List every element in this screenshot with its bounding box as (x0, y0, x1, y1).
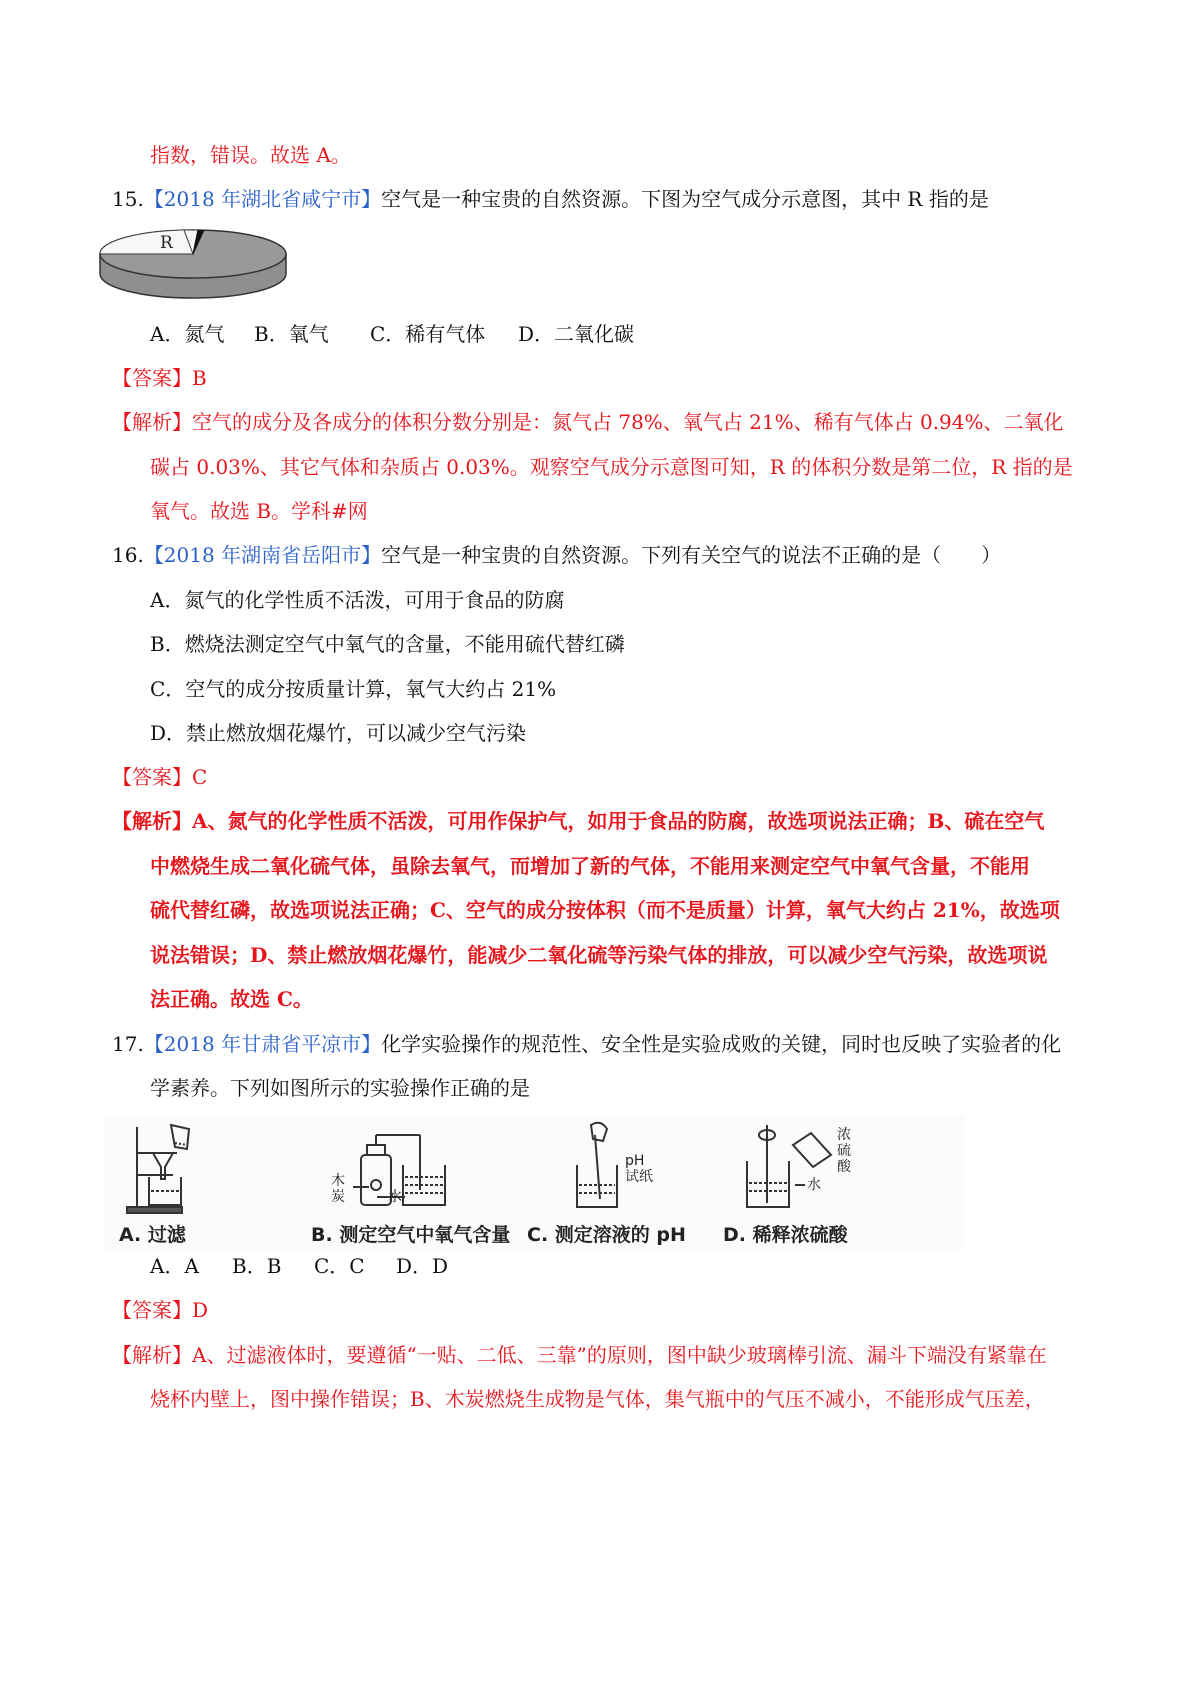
q17-answer-tag: 【答案】 (112, 1298, 192, 1322)
q15-option-b: B．氧气 (254, 322, 329, 346)
experiment-figure (105, 1115, 965, 1250)
q15-answer (112, 364, 207, 392)
q17-stem-1: 化学实验操作的规范性、安全性是实验成败的关键，同时也反映了实验者的化 (381, 1032, 1062, 1056)
q15-answer-value: B (192, 366, 207, 390)
q16-option-b: B．燃烧法测定空气中氧气的含量，不能用硫代替红磷 (150, 632, 625, 656)
q16-stem: 空气是一种宝贵的自然资源。下列有关空气的说法不正确的是（ ） (381, 543, 1002, 567)
fig-label-ph-1: pH (625, 1153, 645, 1169)
q15-option-c: C．稀有气体 (370, 322, 486, 346)
q17-stem-line-2: 学素养。下列如图所示的实验操作正确的是 (150, 1076, 530, 1100)
fig-label-water-d: 水 (807, 1177, 821, 1193)
fig-label-c: C. 测定溶液的 pH (527, 1224, 686, 1246)
q16-answer-tag: 【答案】 (112, 765, 192, 789)
q15-analysis-line-1 (112, 408, 1064, 436)
q17-analysis-line-1 (112, 1341, 1047, 1369)
q17-answer-value: D (192, 1298, 209, 1322)
q17-analysis-tag: 【解析】 (112, 1343, 192, 1367)
q15-analysis-1: 空气的成分及各成分的体积分数分别是：氮气占 78%、氧气占 21%、稀有气体占 0.94%、二氧化 (192, 410, 1064, 434)
q17-option-b: B．B (232, 1254, 282, 1278)
q16-option-a: A．氮气的化学性质不活泼，可用于食品的防腐 (150, 588, 565, 612)
q16-analysis-line-3: 硫代替红磷，故选项说法正确；C、空气的成分按体积（而不是质量）计算，氧气大约占 21%，故选项 (150, 898, 1060, 922)
fig-label-water-b: 水 (388, 1189, 402, 1205)
q16-analysis-line-5: 法正确。故选 C。 (150, 987, 313, 1011)
q17-option-d: D．D (396, 1254, 449, 1278)
q17-analysis-line-2: 烧杯内壁上，图中操作错误；B、木炭燃烧生成物是气体，集气瓶中的气压不减小，不能形成气压差， (150, 1387, 1045, 1411)
q16-option-d: D．禁止燃放烟花爆竹，可以减少空气污染 (150, 721, 527, 745)
q16-answer-value: C (192, 765, 208, 789)
q15-stem-line (112, 185, 989, 213)
q16-analysis-line-4: 说法错误；D、禁止燃放烟花爆竹，能减少二氧化硫等污染气体的排放，可以减少空气污染，故选项说 (150, 943, 1048, 967)
fig-label-charcoal-2: 炭 (331, 1189, 345, 1205)
fig-label-ph-2: 试纸 (625, 1169, 653, 1185)
q17-number: 17. (112, 1032, 144, 1056)
q16-source: 【2018 年湖南省岳阳市】 (143, 543, 382, 567)
q16-analysis-tag: 【解析】 (112, 809, 192, 833)
fig-label-d: D. 稀释浓硫酸 (723, 1224, 848, 1246)
q16-analysis-line-1 (112, 807, 1044, 835)
fig-label-acid-1: 浓 (837, 1127, 851, 1143)
q16-analysis-line-2: 中燃烧生成二氧化硫气体，虽除去氧气，而增加了新的气体，不能用来测定空气中氧气含量，不能用 (150, 854, 1030, 878)
fig-label-a: A. 过滤 (119, 1224, 186, 1246)
fig-label-acid-3: 酸 (837, 1159, 851, 1175)
q15-analysis-line-2: 碳占 0.03%、其它气体和杂质占 0.03%。观察空气成分示意图可知，R 的体积分数是第二位，R 指的是 (150, 455, 1073, 479)
fig-label-acid-2: 硫 (837, 1143, 851, 1159)
q15-number: 15. (112, 187, 144, 211)
q15-answer-tag: 【答案】 (112, 366, 192, 390)
q15-option-a: A．氮气 (150, 322, 225, 346)
q15-option-d: D．二氧化碳 (518, 322, 635, 346)
q14-analysis-tail: 指数，错误。故选 A。 (150, 143, 351, 167)
pie-label-r: R (160, 233, 173, 253)
q17-option-c: C．C (314, 1254, 365, 1278)
q15-stem: 空气是一种宝贵的自然资源。下图为空气成分示意图，其中 R 指的是 (381, 187, 989, 211)
fig-label-charcoal-1: 木 (331, 1173, 345, 1189)
q15-analysis-tag: 【解析】 (112, 410, 192, 434)
air-composition-pie-figure (98, 228, 288, 300)
q16-analysis-1: A、氮气的化学性质不活泼，可用作保护气，如用于食品的防腐，故选项说法正确；B、硫在空气 (192, 809, 1045, 833)
q17-stem-line-1 (112, 1030, 1061, 1058)
q16-answer (112, 763, 207, 791)
q17-option-a: A．A (150, 1254, 199, 1278)
q16-number: 16. (112, 543, 144, 567)
fig-label-b: B. 测定空气中氧气含量 (311, 1224, 511, 1246)
q16-stem-line (112, 541, 1001, 569)
q17-analysis-1: A、过滤液体时，要遵循“一贴、二低、三靠”的原则，图中缺少玻璃棒引流、漏斗下端没有紧靠在 (192, 1343, 1047, 1367)
q15-analysis-line-3: 氧气。故选 B。学科#网 (150, 499, 368, 523)
q17-source: 【2018 年甘肃省平凉市】 (143, 1032, 382, 1056)
q16-option-c: C．空气的成分按质量计算，氧气大约占 21% (150, 677, 557, 701)
q17-answer (112, 1296, 208, 1324)
q15-source: 【2018 年湖北省咸宁市】 (143, 187, 382, 211)
